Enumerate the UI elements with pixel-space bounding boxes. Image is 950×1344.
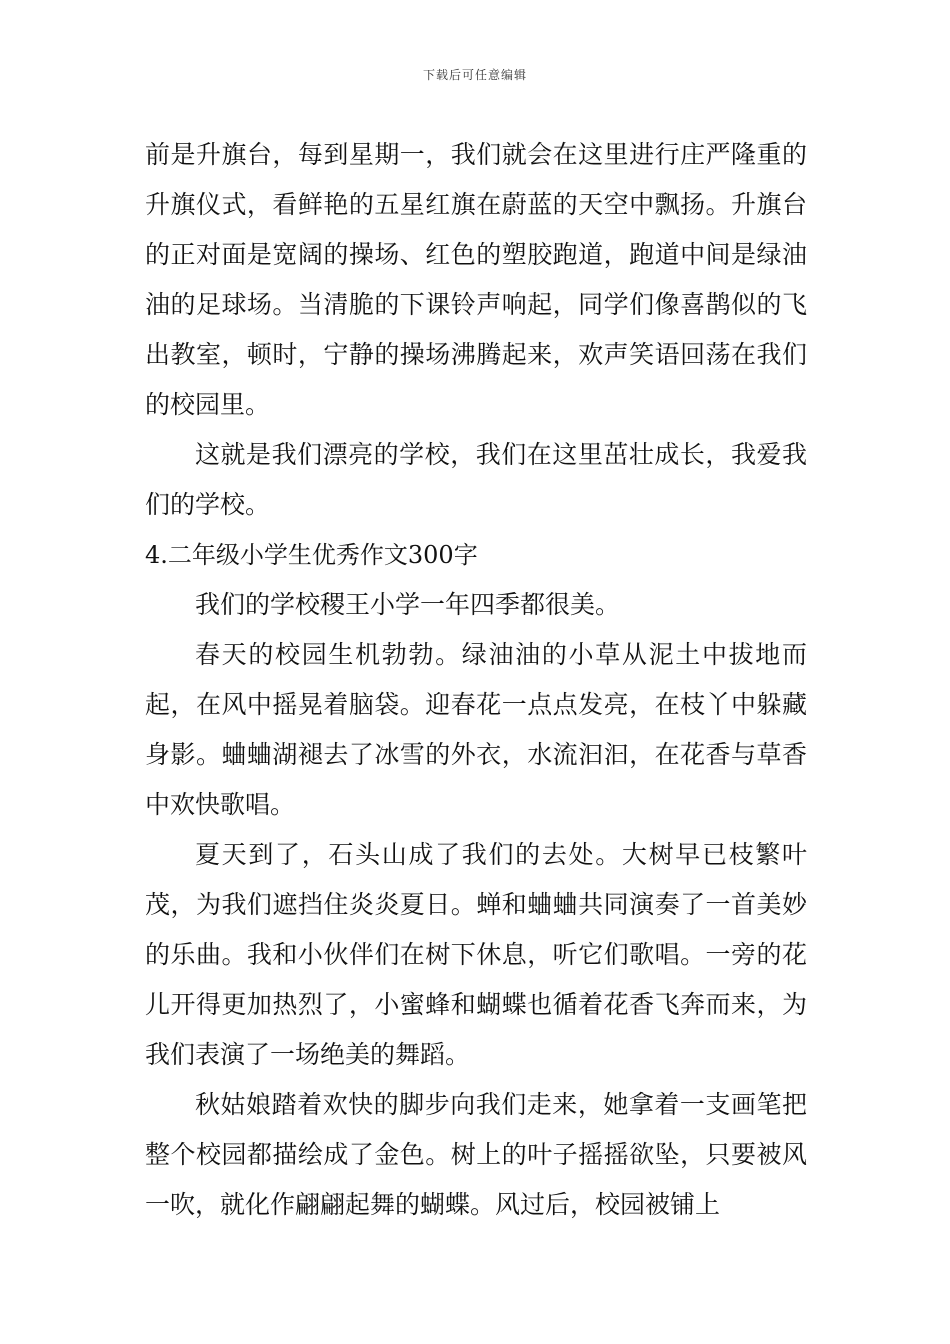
document-body bbox=[145, 130, 807, 1230]
paragraph-intro: 我们的学校稷王小学一年四季都很美。 bbox=[195, 590, 621, 619]
paragraph-conclusion: 这就是我们漂亮的学校，我们在这里茁壮成长，我爱我们的学校。 bbox=[145, 440, 807, 519]
essay-heading: 4.二年级小学生优秀作文300字 bbox=[145, 541, 478, 569]
paragraph-spring: 春天的校园生机勃勃。绿油油的小草从泥土中拔地而起，在风中摇晃着脑袋。迎春花一点点发亮，在枝丫中躲藏身影。蛐蛐湖褪去了冰雪的外衣，水流汩汩，在花香与草香中欢快歌唱。 bbox=[145, 640, 807, 819]
paragraph-continued: 前是升旗台，每到星期一，我们就会在这里进行庄严隆重的升旗仪式，看鲜艳的五星红旗在蔚蓝的天空中飘扬。升旗台的正对面是宽阔的操场、红色的塑胶跑道，跑道中间是绿油油的足球场。当清脆的下课铃声响起，同学们像喜鹊似的飞出教室，顿时，宁静的操场沸腾起来，欢声笑语回荡在我们的校园里。 bbox=[145, 140, 807, 419]
page-header: 下载后可任意编辑 bbox=[422, 68, 527, 82]
paragraph-autumn: 秋姑娘踏着欢快的脚步向我们走来，她拿着一支画笔把整个校园都描绘成了金色。树上的叶子摇摇欲坠，只要被风一吹，就化作翩翩起舞的蝴蝶。风过后，校园被铺上 bbox=[145, 1090, 807, 1219]
paragraph-summer: 夏天到了，石头山成了我们的去处。大树早已枝繁叶茂，为我们遮挡住炎炎夏日。蝉和蛐蛐共同演奏了一首美妙的乐曲。我和小伙伴们在树下休息，听它们歌唱。一旁的花儿开得更加热烈了，小蜜蜂和蝴蝶也循着花香飞奔而来，为我们表演了一场绝美的舞蹈。 bbox=[145, 840, 807, 1069]
